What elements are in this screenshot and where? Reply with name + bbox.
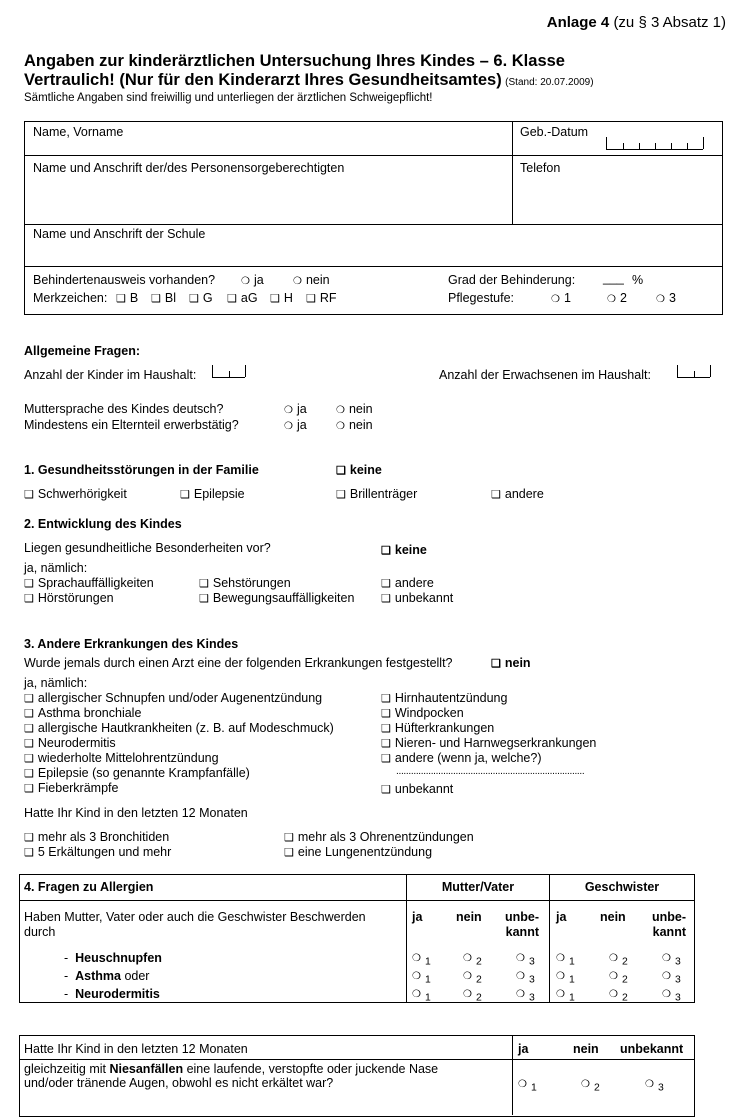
radio-number: 1 — [568, 974, 575, 986]
checkbox-label: mehr als 3 Ohrenentzündungen — [297, 830, 474, 844]
checkbox-label: B — [129, 291, 139, 305]
mark-bl-checkbox[interactable] — [151, 291, 176, 305]
divider — [24, 266, 722, 267]
care-level-1-radio[interactable] — [551, 291, 571, 305]
row-name: Heuschnupfen — [75, 951, 162, 965]
siblings-column-header: Geschwister — [584, 880, 660, 894]
disability-question: Behindertenausweis vorhanden? — [33, 273, 216, 287]
radio-number: 3 — [674, 974, 681, 986]
pneumonia-checkbox[interactable] — [284, 845, 432, 859]
checkbox-label: Sehstörungen — [212, 576, 291, 590]
asthma-parents-unknown-radio[interactable] — [516, 968, 535, 986]
section3-other-checkbox[interactable] — [381, 751, 542, 765]
checkbox-label: Bl — [164, 291, 176, 305]
ear-infections-checkbox[interactable] — [284, 830, 474, 844]
divider — [24, 224, 722, 225]
checkbox-label: keine — [349, 463, 382, 477]
grade-field[interactable]: ___ — [603, 271, 624, 285]
kidney-checkbox[interactable] — [381, 736, 596, 750]
asthma-siblings-no-radio[interactable] — [609, 968, 628, 986]
radio-label: 2 — [619, 291, 627, 305]
checkbox-label: 5 Erkältungen und mehr — [37, 845, 172, 859]
checkbox-label: Hirnhautentzündung — [394, 691, 508, 705]
header-part: kannt — [505, 925, 539, 939]
disability-no-radio[interactable] — [293, 273, 330, 287]
checkbox-label: andere — [504, 487, 544, 501]
siblings-ja-header: ja — [556, 910, 567, 924]
section2-question: Liegen gesundheitliche Besonderheiten vor? — [24, 541, 271, 555]
marks-label: Merkzeichen: — [33, 291, 108, 305]
school-field[interactable] — [30, 243, 715, 263]
neurodermitis-row-label — [64, 987, 160, 1001]
checkbox-label: Asthma bronchiale — [37, 706, 142, 720]
radio-label: ja — [253, 273, 264, 287]
neurodermitis-siblings-yes-radio[interactable] — [556, 986, 575, 1004]
voluntary-note: Sämtliche Angaben sind freiwillig und unterliegen der ärztlichen Schweigepflicht! — [24, 92, 433, 104]
radio-number: 1 — [568, 992, 575, 1004]
name-label: Name, Vorname — [33, 125, 124, 139]
dob-field[interactable] — [606, 137, 703, 150]
divider — [512, 1035, 513, 1115]
hayfever-siblings-yes-radio[interactable] — [556, 950, 575, 968]
section3-none-checkbox[interactable] — [491, 656, 531, 670]
asthma-siblings-unknown-radio[interactable] — [662, 968, 681, 986]
sneezing-unknown-radio[interactable] — [645, 1076, 664, 1094]
colds-checkbox[interactable] — [24, 845, 171, 859]
hip-checkbox[interactable] — [381, 721, 494, 735]
checkbox-label: Hörstörungen — [37, 591, 114, 605]
siblings-nein-header: nein — [600, 910, 626, 924]
speech-checkbox[interactable] — [24, 576, 154, 590]
adults-count-field[interactable] — [677, 365, 710, 378]
kids-count-field[interactable] — [212, 365, 245, 378]
otitis-checkbox[interactable] — [24, 751, 219, 765]
grade-label: Grad der Behinderung: — [448, 273, 576, 287]
sneezing-yes-radio[interactable] — [518, 1076, 537, 1094]
checkbox-label: mehr als 3 Bronchitiden — [37, 830, 170, 844]
hayfever-parents-yes-radio[interactable] — [412, 950, 431, 968]
mark-h-checkbox[interactable] — [270, 291, 293, 305]
section1-none-checkbox[interactable] — [336, 463, 382, 477]
section2-heading: 2. Entwicklung des Kindes — [24, 517, 182, 531]
parents-ja-header: ja — [412, 910, 423, 924]
section2-unknown-checkbox[interactable] — [381, 591, 453, 605]
neurodermitis-siblings-no-radio[interactable] — [609, 986, 628, 1004]
allergy-question — [24, 910, 394, 940]
sneezing-line-1 — [24, 1062, 438, 1076]
sneezing-question: Hatte Ihr Kind in den letzten 12 Monaten — [24, 1042, 248, 1056]
radio-number: 2 — [621, 956, 628, 968]
checkbox-label: Hüfterkrankungen — [394, 721, 495, 735]
header-part: kannt — [652, 925, 686, 939]
sneezing-nein-header: nein — [573, 1042, 599, 1056]
section3-heading: 3. Andere Erkrankungen des Kindes — [24, 637, 239, 651]
checkbox-label: H — [283, 291, 293, 305]
asthma-siblings-yes-radio[interactable] — [556, 968, 575, 986]
radio-number: 3 — [657, 1082, 664, 1094]
guardian-label: Name und Anschrift der/des Personensorgeberechtigten — [33, 161, 345, 175]
checkbox-label: unbekannt — [394, 782, 454, 796]
phone-field[interactable] — [518, 178, 716, 220]
sneezing-line-2: und/oder tränende Augen, obwohl es nicht erkältet war? — [24, 1076, 334, 1090]
hayfever-parents-unknown-radio[interactable] — [516, 950, 535, 968]
radio-number: 1 — [424, 974, 431, 986]
checkbox-label: nein — [504, 656, 531, 670]
siblings-unknown-header — [640, 910, 686, 940]
care-level-3-radio[interactable] — [656, 291, 676, 305]
row-dash: - — [64, 951, 69, 965]
radio-number: 2 — [621, 992, 628, 1004]
hayfever-row-label — [64, 951, 162, 965]
radio-number: 1 — [568, 956, 575, 968]
radio-label: nein — [348, 418, 373, 432]
section2-other-checkbox[interactable] — [381, 576, 434, 590]
radio-number: 2 — [475, 992, 482, 1004]
radio-number: 2 — [593, 1082, 600, 1094]
febrile-seizures-checkbox[interactable] — [24, 781, 118, 795]
radio-label: ja — [296, 418, 307, 432]
kids-label: Anzahl der Kinder im Haushalt: — [24, 368, 197, 382]
employed-question: Mindestens ein Elternteil erwerbstätig? — [24, 418, 239, 432]
neurodermatitis-checkbox[interactable] — [24, 736, 116, 750]
employed-no-radio[interactable] — [336, 418, 373, 432]
divider — [19, 1059, 694, 1060]
dob-label: Geb.-Datum — [520, 125, 589, 139]
radio-number: 1 — [530, 1082, 537, 1094]
hearing-checkbox[interactable] — [24, 487, 127, 501]
sneezing-ja-header: ja — [518, 1042, 529, 1056]
epilepsy-checkbox[interactable] — [180, 487, 245, 501]
checkbox-label: Bewegungsauffälligkeiten — [212, 591, 355, 605]
care-level-2-radio[interactable] — [607, 291, 627, 305]
section2-namely: ja, nämlich: — [24, 561, 88, 575]
neurodermitis-siblings-unknown-radio[interactable] — [662, 986, 681, 1004]
percent-sign: % — [632, 273, 644, 287]
chickenpox-checkbox[interactable] — [381, 706, 464, 720]
section3-unknown-checkbox[interactable] — [381, 782, 453, 796]
checkbox-label: aG — [240, 291, 258, 305]
movement-checkbox[interactable] — [199, 591, 354, 605]
radio-label: 3 — [668, 291, 676, 305]
general-heading: Allgemeine Fragen: — [24, 344, 140, 358]
radio-number: 3 — [674, 956, 681, 968]
checkbox-label: unbekannt — [394, 591, 454, 605]
checkbox-label: keine — [394, 543, 427, 557]
sneezing-no-radio[interactable] — [581, 1076, 600, 1094]
radio-number: 2 — [475, 974, 482, 986]
employed-yes-radio[interactable] — [284, 418, 307, 432]
neurodermitis-parents-yes-radio[interactable] — [412, 986, 431, 1004]
header-part: unbe- — [651, 910, 686, 924]
checkbox-label: Epilepsie — [193, 487, 245, 501]
section2-none-checkbox[interactable] — [381, 543, 427, 557]
mark-rf-checkbox[interactable] — [306, 291, 337, 305]
checkbox-label: Sprachauffälligkeiten — [37, 576, 154, 590]
row-name: Asthma — [75, 969, 121, 983]
checkbox-label: Epilepsie (so genannte Krampfanfälle) — [37, 766, 250, 780]
hayfever-parents-no-radio[interactable] — [463, 950, 482, 968]
parents-column-header: Mutter/Vater — [441, 880, 515, 894]
other-specify-field[interactable]: ............................................................................ — [396, 766, 585, 777]
checkbox-label: andere — [394, 576, 434, 590]
row-dash: - — [64, 987, 69, 1001]
row-name: Neurodermitis — [75, 987, 160, 1001]
divider — [512, 121, 513, 225]
bronchitis-checkbox[interactable] — [24, 830, 169, 844]
radio-number: 2 — [475, 956, 482, 968]
name-field[interactable] — [30, 140, 505, 152]
meningitis-checkbox[interactable] — [381, 691, 507, 705]
language-no-radio[interactable] — [336, 402, 373, 416]
radio-label: 1 — [563, 291, 571, 305]
vision-checkbox[interactable] — [199, 576, 291, 590]
other-family-checkbox[interactable] — [491, 487, 544, 501]
months-question: Hatte Ihr Kind in den letzten 12 Monaten — [24, 806, 248, 820]
checkbox-label: eine Lungenentzündung — [297, 845, 433, 859]
radio-label: nein — [348, 402, 373, 416]
text-part: eine laufende, verstopfte oder juckende Nase — [183, 1062, 439, 1076]
phone-label: Telefon — [520, 161, 561, 175]
section1-heading: 1. Gesundheitsstörungen in der Familie — [24, 463, 259, 477]
school-label: Name und Anschrift der Schule — [33, 227, 206, 241]
checkbox-label: Brillenträger — [349, 487, 418, 501]
language-question: Muttersprache des Kindes deutsch? — [24, 402, 224, 416]
divider — [24, 155, 722, 156]
row-dash: - — [64, 969, 69, 983]
asthma-parents-no-radio[interactable] — [463, 968, 482, 986]
checkbox-label: wiederholte Mittelohrentzündung — [37, 751, 219, 765]
text-part: Niesanfällen — [109, 1062, 184, 1076]
allergic-rhinitis-checkbox[interactable] — [24, 691, 322, 705]
skin-allergy-checkbox[interactable] — [24, 721, 334, 735]
hayfever-siblings-unknown-radio[interactable] — [662, 950, 681, 968]
checkbox-label: andere (wenn ja, welche?) — [394, 751, 542, 765]
radio-label: nein — [305, 273, 330, 287]
checkbox-label: RF — [319, 291, 337, 305]
seizures-checkbox[interactable] — [24, 766, 250, 780]
annex-reference: (zu § 3 Absatz 1) — [613, 14, 726, 31]
radio-number: 1 — [424, 956, 431, 968]
mark-g-checkbox[interactable] — [189, 291, 213, 305]
annex-number: Anlage 4 — [546, 14, 610, 31]
header-part: unbe- — [504, 910, 539, 924]
checkbox-label: Schwerhörigkeit — [37, 487, 127, 501]
page-title: Angaben zur kinderärztlichen Untersuchung Ihres Kindes – 6. Klasse — [24, 52, 565, 70]
radio-number: 3 — [528, 974, 535, 986]
adults-label: Anzahl der Erwachsenen im Haushalt: — [439, 368, 651, 382]
annex-label — [547, 14, 726, 31]
checkbox-label: G — [202, 291, 213, 305]
neurodermitis-parents-no-radio[interactable] — [463, 986, 482, 1004]
confidential-title: Vertraulich! (Nur für den Kinderarzt Ihres Gesundheitsamtes) — [24, 71, 502, 89]
text-part: gleichzeitig mit — [24, 1062, 110, 1076]
checkbox-label: Nieren- und Harnwegserkrankungen — [394, 736, 597, 750]
checkbox-label: allergische Hautkrankheiten (z. B. auf Modeschmuck) — [37, 721, 334, 735]
hayfever-siblings-no-radio[interactable] — [609, 950, 628, 968]
row-rest: oder — [120, 969, 150, 983]
checkbox-label: allergischer Schnupfen und/oder Augenentzündung — [37, 691, 323, 705]
radio-number: 1 — [424, 992, 431, 1004]
mark-b-checkbox[interactable] — [116, 291, 138, 305]
asthma-parents-yes-radio[interactable] — [412, 968, 431, 986]
care-label: Pflegestufe: — [448, 291, 515, 305]
stand-date: (Stand: 20.07.2009) — [505, 77, 594, 88]
radio-number: 3 — [674, 992, 681, 1004]
section3-question: Wurde jemals durch einen Arzt eine der folgenden Erkrankungen festgestellt? — [24, 656, 453, 670]
checkbox-label: Neurodermitis — [37, 736, 116, 750]
language-yes-radio[interactable] — [284, 402, 307, 416]
checkbox-label: Fieberkrämpfe — [37, 781, 119, 795]
sneezing-unknown-header: unbekannt — [620, 1042, 684, 1056]
hearing-disorder-checkbox[interactable] — [24, 591, 114, 605]
asthma-row-label — [64, 969, 149, 983]
neurodermitis-parents-unknown-radio[interactable] — [516, 986, 535, 1004]
parents-nein-header: nein — [456, 910, 482, 924]
question-text: Haben Mutter, Vater oder auch die Geschwister Beschwerden durch — [24, 910, 366, 939]
guardian-field[interactable] — [30, 178, 505, 220]
glasses-checkbox[interactable] — [336, 487, 417, 501]
confidential-line — [24, 71, 594, 90]
radio-number: 3 — [528, 992, 535, 1004]
divider — [19, 900, 694, 901]
mark-ag-checkbox[interactable] — [227, 291, 258, 305]
section4-heading: 4. Fragen zu Allergien — [24, 880, 154, 894]
radio-number: 3 — [528, 956, 535, 968]
disability-yes-radio[interactable] — [241, 273, 264, 287]
parents-unknown-header — [495, 910, 539, 940]
radio-label: ja — [296, 402, 307, 416]
radio-number: 2 — [621, 974, 628, 986]
asthma-checkbox[interactable] — [24, 706, 141, 720]
checkbox-label: Windpocken — [394, 706, 464, 720]
section3-namely: ja, nämlich: — [24, 676, 88, 690]
